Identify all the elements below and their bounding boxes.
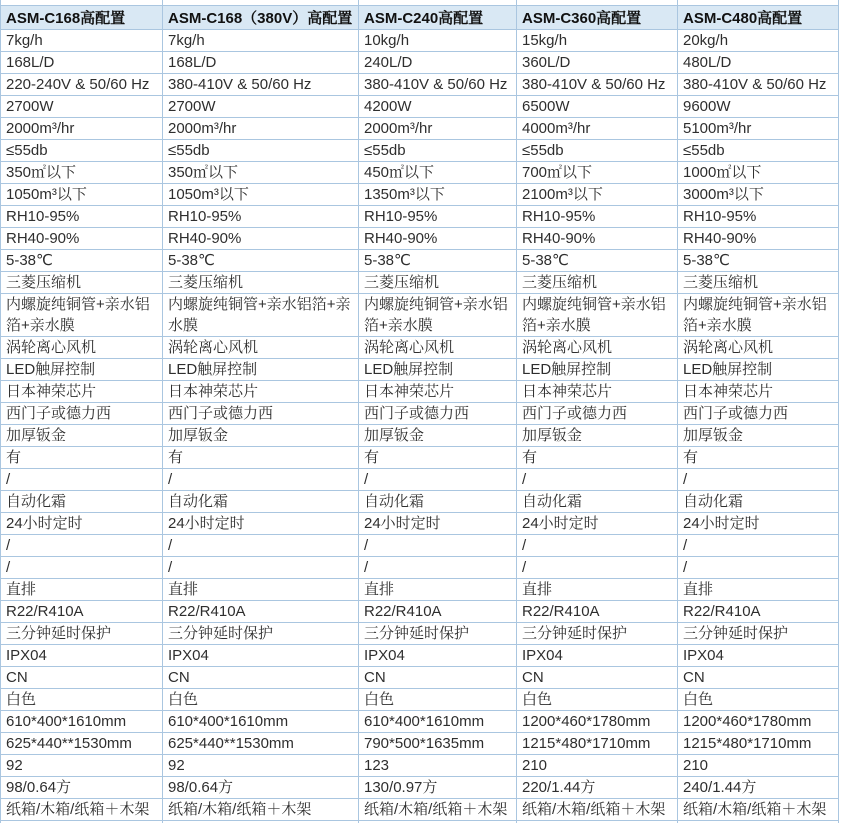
spec-cell: IPX04 bbox=[517, 645, 678, 667]
spec-cell: CN bbox=[359, 667, 517, 689]
spec-cell: 1050m³以下 bbox=[1, 184, 163, 206]
spec-cell: 涡轮离心风机 bbox=[678, 337, 839, 359]
spec-cell: ≤55db bbox=[1, 140, 163, 162]
spec-cell: R22/R410A bbox=[517, 601, 678, 623]
spec-cell: 日本神荣芯片 bbox=[359, 381, 517, 403]
spec-cell: 日本神荣芯片 bbox=[517, 381, 678, 403]
spec-cell: 380-410V & 50/60 Hz bbox=[359, 74, 517, 96]
spec-cell: 1215*480*1710mm bbox=[678, 733, 839, 755]
spec-cell: 三分钟延时保护 bbox=[678, 623, 839, 645]
table-row bbox=[1, 74, 839, 96]
spec-cell: 240L/D bbox=[359, 52, 517, 74]
spec-cell: 20kg/h bbox=[678, 30, 839, 52]
spec-cell: 210 bbox=[678, 755, 839, 777]
spec-cell: 三菱压缩机 bbox=[678, 272, 839, 294]
table-row bbox=[1, 667, 839, 689]
spec-cell: 24小时定时 bbox=[1, 513, 163, 535]
spec-cell: 三分钟延时保护 bbox=[517, 623, 678, 645]
empty-cutoff-cell bbox=[359, 821, 517, 824]
spec-cell: LED触屏控制 bbox=[359, 359, 517, 381]
spec-cell: 直排 bbox=[517, 579, 678, 601]
spec-table-body bbox=[1, 30, 839, 821]
spec-cell: 380-410V & 50/60 Hz bbox=[517, 74, 678, 96]
spec-cell: 5-38℃ bbox=[517, 250, 678, 272]
spec-cell: 三菱压缩机 bbox=[517, 272, 678, 294]
spec-cell: 内螺旋纯铜管+亲水铝箔+亲水膜 bbox=[163, 294, 359, 337]
empty-cutoff-cell bbox=[517, 821, 678, 824]
spec-cell: 220-240V & 50/60 Hz bbox=[1, 74, 163, 96]
spec-cell: / bbox=[359, 557, 517, 579]
spec-cell: 240/1.44方 bbox=[678, 777, 839, 799]
spec-cell: CN bbox=[163, 667, 359, 689]
spec-cell: 1200*460*1780mm bbox=[517, 711, 678, 733]
spec-cell: CN bbox=[517, 667, 678, 689]
table-row bbox=[1, 689, 839, 711]
spec-cell: RH40-90% bbox=[1, 228, 163, 250]
spec-cell: / bbox=[678, 557, 839, 579]
table-row bbox=[1, 755, 839, 777]
table-row bbox=[1, 645, 839, 667]
column-header: ASM-C168（380V）高配置 bbox=[163, 6, 359, 30]
column-header: ASM-C480高配置 bbox=[678, 6, 839, 30]
table-row bbox=[1, 52, 839, 74]
header-row bbox=[1, 6, 839, 30]
table-row bbox=[1, 535, 839, 557]
spec-cell: 210 bbox=[517, 755, 678, 777]
spec-cell: / bbox=[163, 557, 359, 579]
spec-cell: 内螺旋纯铜管+亲水铝箔+亲水膜 bbox=[678, 294, 839, 337]
spec-cell: R22/R410A bbox=[359, 601, 517, 623]
spec-cell: 220/1.44方 bbox=[517, 777, 678, 799]
spec-cell: RH10-95% bbox=[163, 206, 359, 228]
spec-cell: RH40-90% bbox=[678, 228, 839, 250]
spec-cell: RH10-95% bbox=[517, 206, 678, 228]
table-row bbox=[1, 294, 839, 337]
spec-cell: 4200W bbox=[359, 96, 517, 118]
spec-cell: 3000m³以下 bbox=[678, 184, 839, 206]
spec-cell: RH10-95% bbox=[678, 206, 839, 228]
spec-cell: 纸箱/木箱/纸箱＋木架 bbox=[678, 799, 839, 821]
spec-cell: 625*440**1530mm bbox=[163, 733, 359, 755]
spec-cell: 5-38℃ bbox=[678, 250, 839, 272]
spec-cell: 1200*460*1780mm bbox=[678, 711, 839, 733]
spec-cell: 加厚钣金 bbox=[517, 425, 678, 447]
spec-cell: 纸箱/木箱/纸箱＋木架 bbox=[359, 799, 517, 821]
spec-cell: 610*400*1610mm bbox=[1, 711, 163, 733]
table-row bbox=[1, 162, 839, 184]
table-row bbox=[1, 799, 839, 821]
spec-cell: 98/0.64方 bbox=[163, 777, 359, 799]
spec-cell: 涡轮离心风机 bbox=[163, 337, 359, 359]
table-row bbox=[1, 228, 839, 250]
spec-cell: RH40-90% bbox=[359, 228, 517, 250]
spec-cell: 380-410V & 50/60 Hz bbox=[678, 74, 839, 96]
spec-cell: 三菱压缩机 bbox=[163, 272, 359, 294]
spec-cell: 6500W bbox=[517, 96, 678, 118]
spec-cell: IPX04 bbox=[359, 645, 517, 667]
spec-cell: 350㎡以下 bbox=[1, 162, 163, 184]
table-row bbox=[1, 491, 839, 513]
spec-cell: 白色 bbox=[678, 689, 839, 711]
spec-cell: 10kg/h bbox=[359, 30, 517, 52]
spec-cell: 纸箱/木箱/纸箱＋木架 bbox=[163, 799, 359, 821]
spec-cell: 白色 bbox=[359, 689, 517, 711]
spec-cell: CN bbox=[1, 667, 163, 689]
spec-cell: / bbox=[1, 535, 163, 557]
spec-cell: 西门子或德力西 bbox=[359, 403, 517, 425]
spec-cell: 7kg/h bbox=[163, 30, 359, 52]
spec-cell: 三分钟延时保护 bbox=[359, 623, 517, 645]
spec-cell: 92 bbox=[163, 755, 359, 777]
spec-cell: / bbox=[678, 535, 839, 557]
spec-cell: 5100m³/hr bbox=[678, 118, 839, 140]
spec-cell: 2000m³/hr bbox=[163, 118, 359, 140]
spec-cell: 纸箱/木箱/纸箱＋木架 bbox=[517, 799, 678, 821]
spec-cell: 123 bbox=[359, 755, 517, 777]
spec-cell: 三菱压缩机 bbox=[359, 272, 517, 294]
spec-cell: 日本神荣芯片 bbox=[163, 381, 359, 403]
spec-cell: IPX04 bbox=[163, 645, 359, 667]
spec-cell: CN bbox=[678, 667, 839, 689]
spec-cell: / bbox=[163, 469, 359, 491]
spec-cell: 直排 bbox=[163, 579, 359, 601]
spec-cell: 700㎡以下 bbox=[517, 162, 678, 184]
spec-cell: / bbox=[517, 469, 678, 491]
spec-cell: 2000m³/hr bbox=[359, 118, 517, 140]
spec-cell: 自动化霜 bbox=[517, 491, 678, 513]
spec-cell: 加厚钣金 bbox=[359, 425, 517, 447]
spec-cell: IPX04 bbox=[678, 645, 839, 667]
spec-cell: RH10-95% bbox=[1, 206, 163, 228]
spec-cell: R22/R410A bbox=[678, 601, 839, 623]
spec-cell: 自动化霜 bbox=[163, 491, 359, 513]
spec-cell: 白色 bbox=[517, 689, 678, 711]
table-row bbox=[1, 337, 839, 359]
empty-cutoff-cell bbox=[163, 821, 359, 824]
spec-cell: 350㎡以下 bbox=[163, 162, 359, 184]
spec-cell: 三分钟延时保护 bbox=[1, 623, 163, 645]
spec-cell: 有 bbox=[517, 447, 678, 469]
table-row bbox=[1, 601, 839, 623]
table-row bbox=[1, 184, 839, 206]
spec-cell: 610*400*1610mm bbox=[163, 711, 359, 733]
spec-cell: 1350m³以下 bbox=[359, 184, 517, 206]
spec-cell: 三菱压缩机 bbox=[1, 272, 163, 294]
spec-cell: LED触屏控制 bbox=[517, 359, 678, 381]
spec-cell: 白色 bbox=[1, 689, 163, 711]
table-row bbox=[1, 579, 839, 601]
spec-cell: LED触屏控制 bbox=[678, 359, 839, 381]
spec-cell: 有 bbox=[359, 447, 517, 469]
spec-cell: 7kg/h bbox=[1, 30, 163, 52]
spec-cell: 1000㎡以下 bbox=[678, 162, 839, 184]
spec-cell: LED触屏控制 bbox=[163, 359, 359, 381]
spec-cell: 168L/D bbox=[163, 52, 359, 74]
spec-cell: 24小时定时 bbox=[163, 513, 359, 535]
spec-cell: RH10-95% bbox=[359, 206, 517, 228]
spec-cell: 日本神荣芯片 bbox=[1, 381, 163, 403]
spec-cell: 2700W bbox=[1, 96, 163, 118]
spec-cell: 日本神荣芯片 bbox=[678, 381, 839, 403]
spec-cell: RH40-90% bbox=[517, 228, 678, 250]
spec-cell: 24小时定时 bbox=[517, 513, 678, 535]
table-row bbox=[1, 777, 839, 799]
table-row bbox=[1, 469, 839, 491]
spec-cell: 450㎡以下 bbox=[359, 162, 517, 184]
table-row bbox=[1, 250, 839, 272]
spec-cell: 直排 bbox=[1, 579, 163, 601]
table-row bbox=[1, 711, 839, 733]
spec-cell: 168L/D bbox=[1, 52, 163, 74]
spec-cell: 自动化霜 bbox=[359, 491, 517, 513]
spec-cell: 5-38℃ bbox=[163, 250, 359, 272]
spec-cell: 涡轮离心风机 bbox=[359, 337, 517, 359]
spec-cell: / bbox=[517, 535, 678, 557]
spec-cell: 4000m³/hr bbox=[517, 118, 678, 140]
spec-cell: ≤55db bbox=[359, 140, 517, 162]
column-header: ASM-C360高配置 bbox=[517, 6, 678, 30]
table-row bbox=[1, 118, 839, 140]
spec-cell: 360L/D bbox=[517, 52, 678, 74]
spec-cell: 130/0.97方 bbox=[359, 777, 517, 799]
spec-cell: 涡轮离心风机 bbox=[517, 337, 678, 359]
table-row bbox=[1, 733, 839, 755]
table-row bbox=[1, 447, 839, 469]
spec-cell: / bbox=[359, 535, 517, 557]
spec-cell: 自动化霜 bbox=[678, 491, 839, 513]
bottom-cutoff-row bbox=[1, 821, 839, 824]
empty-cutoff-cell bbox=[1, 821, 163, 824]
spec-cell: 自动化霜 bbox=[1, 491, 163, 513]
spec-cell: / bbox=[517, 557, 678, 579]
spec-cell: 西门子或德力西 bbox=[517, 403, 678, 425]
spec-cell: ≤55db bbox=[163, 140, 359, 162]
spec-cell: 西门子或德力西 bbox=[163, 403, 359, 425]
spec-cell: 涡轮离心风机 bbox=[1, 337, 163, 359]
spec-cell: 西门子或德力西 bbox=[1, 403, 163, 425]
spec-cell: R22/R410A bbox=[163, 601, 359, 623]
spec-cell: 480L/D bbox=[678, 52, 839, 74]
spec-cell: / bbox=[1, 557, 163, 579]
spec-cell: 三分钟延时保护 bbox=[163, 623, 359, 645]
spec-cell: 2000m³/hr bbox=[1, 118, 163, 140]
table-row bbox=[1, 403, 839, 425]
table-row bbox=[1, 359, 839, 381]
spec-cell: 9600W bbox=[678, 96, 839, 118]
spec-cell: 西门子或德力西 bbox=[678, 403, 839, 425]
spec-cell: 内螺旋纯铜管+亲水铝箔+亲水膜 bbox=[1, 294, 163, 337]
spec-cell: RH40-90% bbox=[163, 228, 359, 250]
spec-cell: 加厚钣金 bbox=[1, 425, 163, 447]
spec-cell: 内螺旋纯铜管+亲水铝箔+亲水膜 bbox=[359, 294, 517, 337]
table-row bbox=[1, 96, 839, 118]
table-row bbox=[1, 381, 839, 403]
spec-cell: 2700W bbox=[163, 96, 359, 118]
spec-cell: ≤55db bbox=[678, 140, 839, 162]
spec-cell: / bbox=[163, 535, 359, 557]
spec-cell: 790*500*1635mm bbox=[359, 733, 517, 755]
spec-cell: 有 bbox=[1, 447, 163, 469]
spec-cell: 24小时定时 bbox=[359, 513, 517, 535]
spec-cell: 1215*480*1710mm bbox=[517, 733, 678, 755]
spec-cell: 加厚钣金 bbox=[163, 425, 359, 447]
table-row bbox=[1, 425, 839, 447]
spec-cell: / bbox=[1, 469, 163, 491]
spec-cell: / bbox=[678, 469, 839, 491]
spec-cell: 有 bbox=[678, 447, 839, 469]
table-row bbox=[1, 30, 839, 52]
spec-cell: 625*440**1530mm bbox=[1, 733, 163, 755]
spec-cell: ≤55db bbox=[517, 140, 678, 162]
spec-cell: / bbox=[359, 469, 517, 491]
table-row bbox=[1, 513, 839, 535]
table-row bbox=[1, 206, 839, 228]
spec-cell: 610*400*1610mm bbox=[359, 711, 517, 733]
spec-cell: 5-38℃ bbox=[359, 250, 517, 272]
spec-cell: 92 bbox=[1, 755, 163, 777]
spec-cell: 380-410V & 50/60 Hz bbox=[163, 74, 359, 96]
table-row bbox=[1, 557, 839, 579]
spec-cell: 有 bbox=[163, 447, 359, 469]
spec-cell: 直排 bbox=[359, 579, 517, 601]
spec-cell: 加厚钣金 bbox=[678, 425, 839, 447]
spec-cell: LED触屏控制 bbox=[1, 359, 163, 381]
spec-cell: 内螺旋纯铜管+亲水铝箔+亲水膜 bbox=[517, 294, 678, 337]
spec-cell: IPX04 bbox=[1, 645, 163, 667]
table-row bbox=[1, 140, 839, 162]
column-header: ASM-C240高配置 bbox=[359, 6, 517, 30]
spec-cell: 白色 bbox=[163, 689, 359, 711]
spec-cell: 15kg/h bbox=[517, 30, 678, 52]
spec-cell: 纸箱/木箱/纸箱＋木架 bbox=[1, 799, 163, 821]
spec-cell: 直排 bbox=[678, 579, 839, 601]
spec-cell: 2100m³以下 bbox=[517, 184, 678, 206]
spec-cell: 24小时定时 bbox=[678, 513, 839, 535]
empty-cutoff-cell bbox=[678, 821, 839, 824]
table-row bbox=[1, 272, 839, 294]
spec-cell: 1050m³以下 bbox=[163, 184, 359, 206]
column-header: ASM-C168高配置 bbox=[1, 6, 163, 30]
table-row bbox=[1, 623, 839, 645]
spec-cell: 98/0.64方 bbox=[1, 777, 163, 799]
spec-cell: R22/R410A bbox=[1, 601, 163, 623]
spec-cell: 5-38℃ bbox=[1, 250, 163, 272]
